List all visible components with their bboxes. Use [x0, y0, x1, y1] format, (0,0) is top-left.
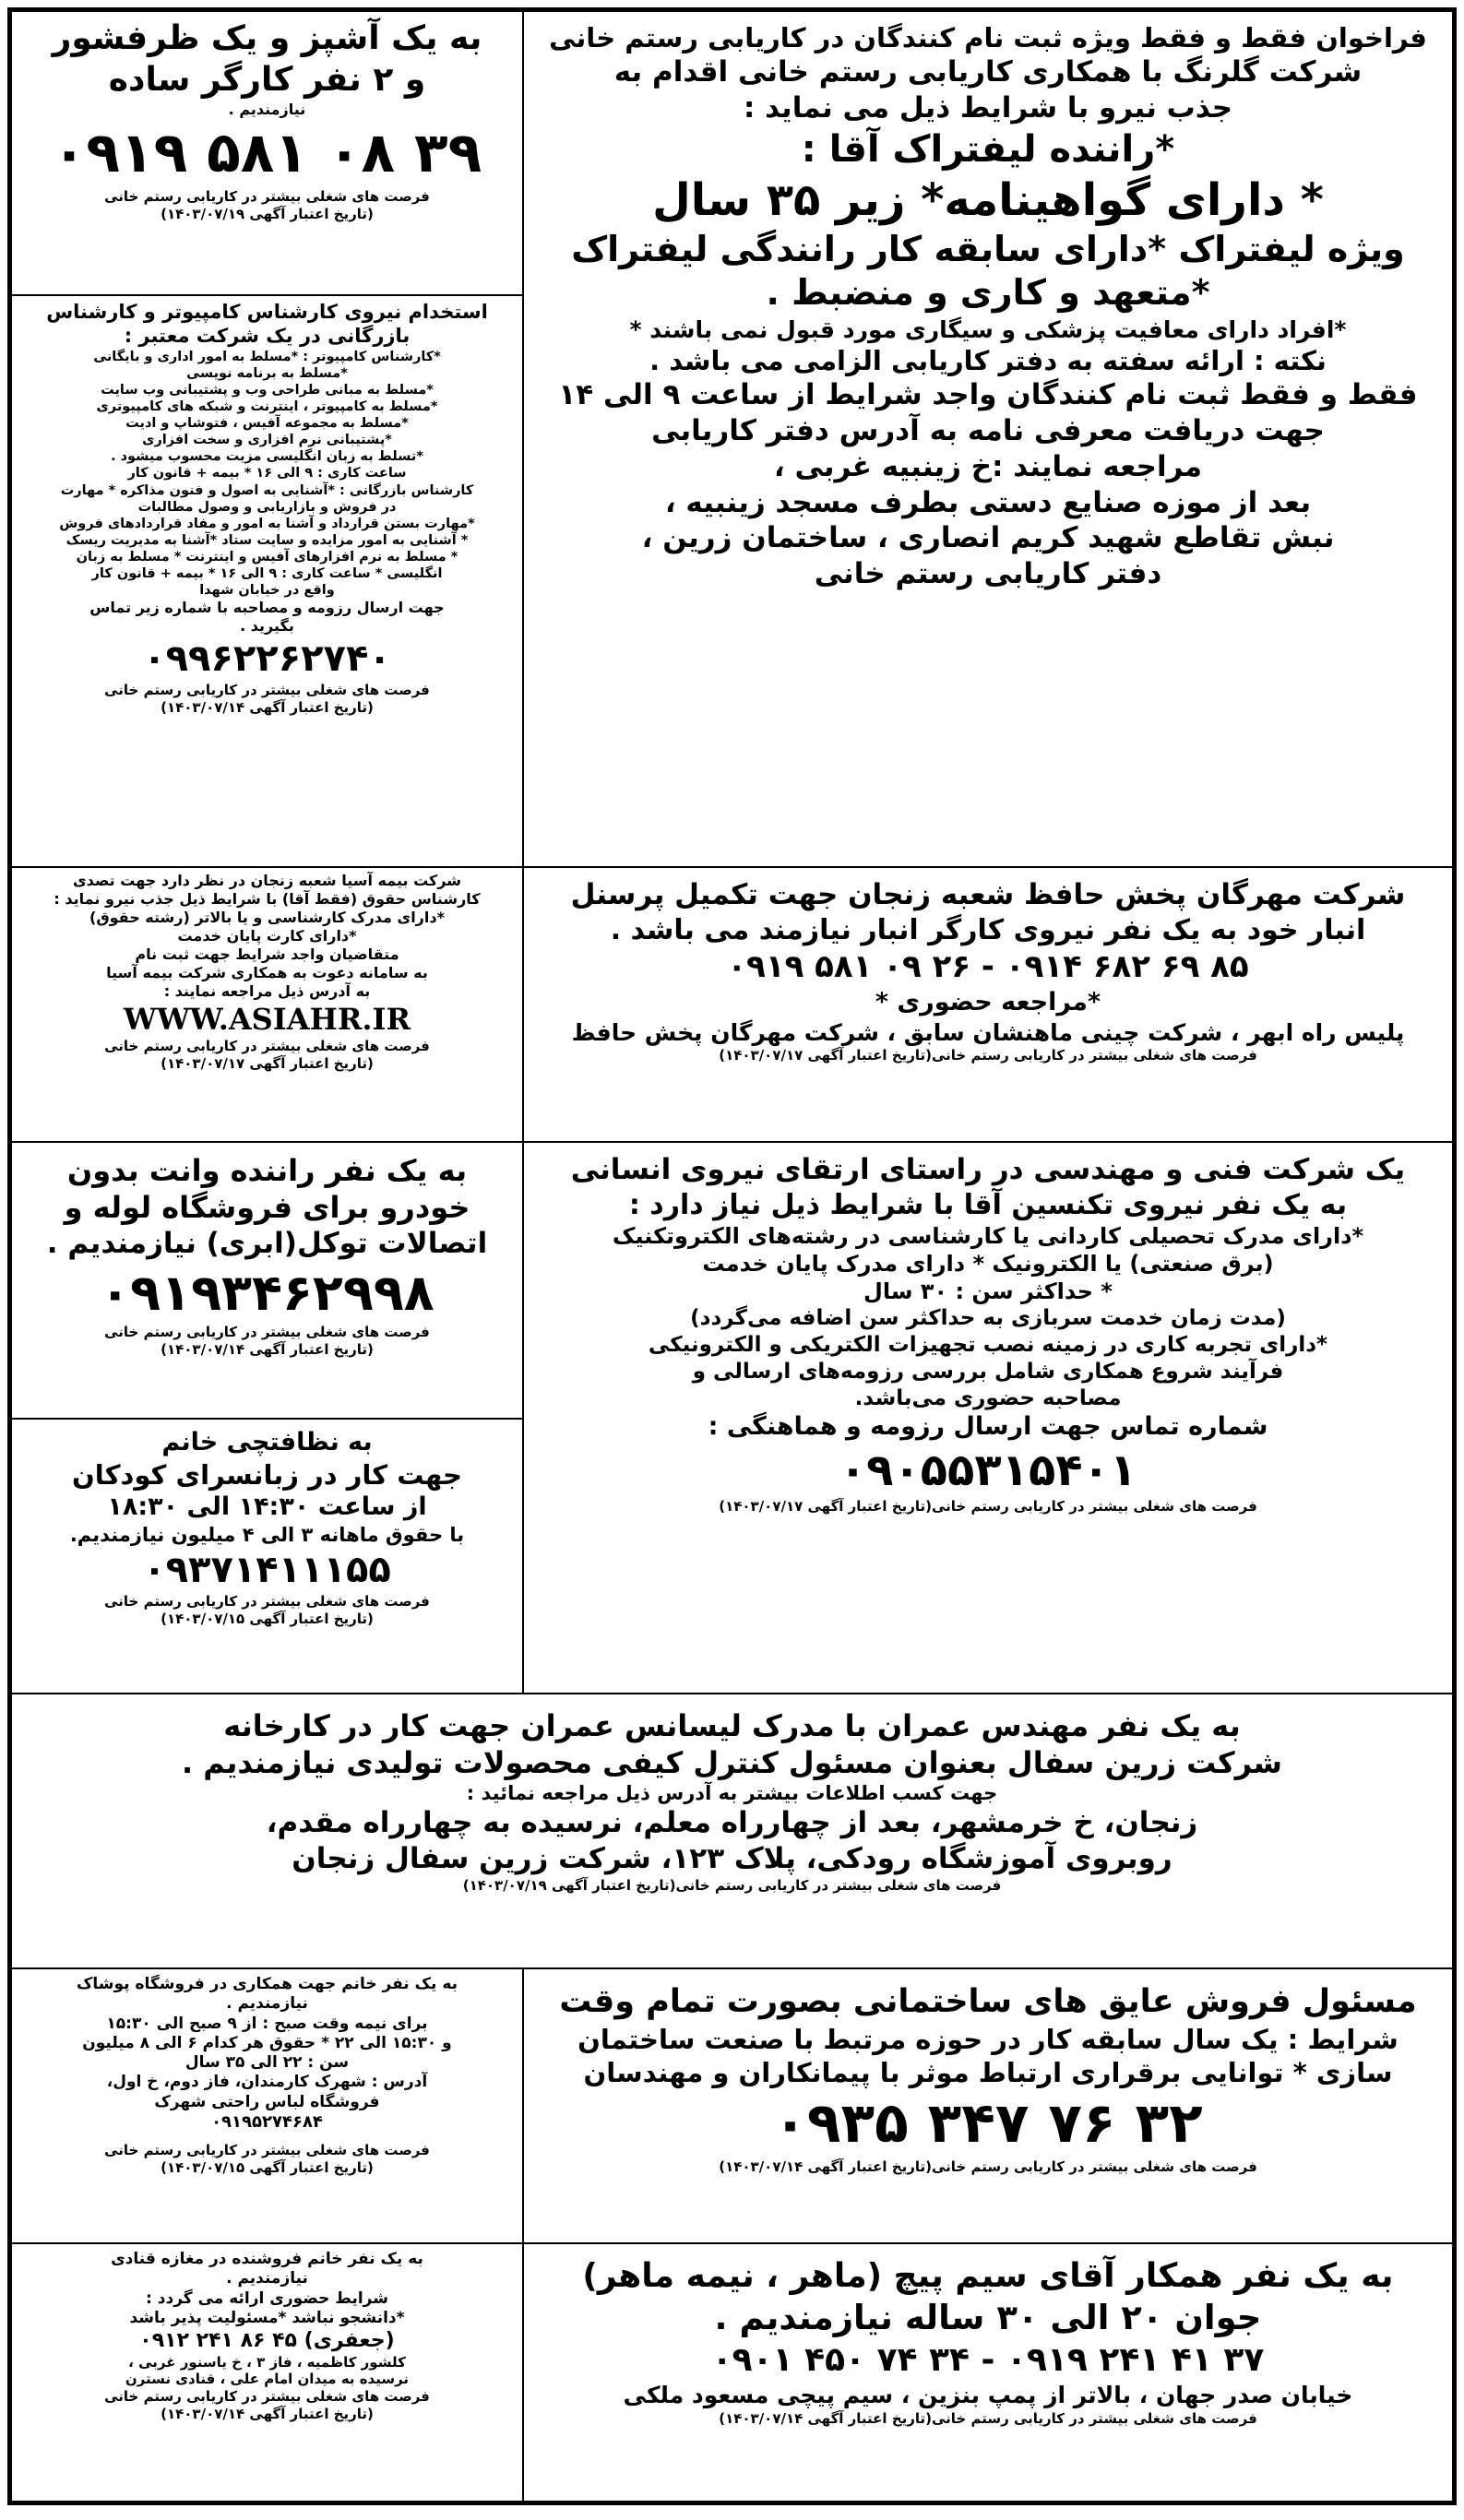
ad-footer: (تاریخ اعتبار آگهی ۱۴۰۳/۰۷/۱۴) [161, 699, 374, 717]
ad-line: اتصالات توکل(ابری) نیازمندیم . [46, 1227, 488, 1260]
ad-line: شرایط : یک سال سابقه کار در حوزه مرتبط با صنعت ساختمان [577, 2023, 1399, 2055]
ad-footer: (تاریخ اعتبار آگهی ۱۴۰۳/۰۷/۱۹) [161, 205, 374, 222]
ad-line: آدرس : شهرک کارمندان، فاز دوم، خ اول، [106, 2073, 428, 2092]
ad-pastry-shop [10, 2242, 524, 2502]
ad-line: *راننده لیفتراک آقا : [801, 127, 1175, 171]
ad-line: فراخوان فقط و فقط ویژه ثبت نام کنندگان در کاریابی رستم خانی [549, 22, 1427, 53]
ad-address: زنجان، خ خرمشهر، بعد از چهارراه معلم، نرسیده به چهارراه مقدم، [266, 1806, 1198, 1840]
phone-note: (جعفری) [304, 2329, 395, 2352]
ad-line: *پشتیبانی نرم افزاری و سخت افزاری [142, 433, 392, 448]
ad-line: سازی * توانایی برقراری ارتباط موثر با پیمانکاران و مهندسان [583, 2057, 1393, 2088]
ad-line: کارشناس حقوق (فقط آقا) با شرایط ذیل جذب نیرو نماید : [54, 890, 481, 908]
ad-cleaner [10, 1418, 524, 1694]
ad-line: استخدام نیروی کارشناس کامپیوتر و کارشناس [46, 301, 488, 323]
classified-page [7, 7, 1457, 2505]
ad-line: با حقوق ماهانه ۳ الی ۴ میلیون نیازمندیم. [69, 1523, 465, 1546]
ad-footer: فرصت های شغلی بیشتر در کاریابی رستم خانی [104, 2388, 430, 2405]
ad-line: شماره تماس جهت ارسال رزومه و هماهنگی : [708, 1412, 1268, 1442]
ad-line: بازرگانی در یک شرکت معتبر : [124, 325, 411, 348]
ad-line: به یک نفر خانم جهت همکاری در فروشگاه پوشاک [76, 1975, 458, 1993]
ad-line: (برق صنعتی) یا الکترونیک * دارای مدرک پایان خدمت [702, 1251, 1274, 1278]
ad-line: به سامانه دعوت به همکاری شرکت بیمه آسیا [106, 964, 428, 981]
ad-line: * حداکثر سن : ۳۰ سال [863, 1278, 1113, 1305]
ad-line: شرایط حضوری ارائه می گردد : [146, 2288, 388, 2308]
ad-civil-engineer [10, 1693, 1454, 1969]
ad-line: متقاضیان واجد شرایط جهت ثبت نام [135, 945, 399, 963]
ad-address: روبروی آموزشگاه رودکی، پلاک ۱۲۳، شرکت زرین سفال زنجان [292, 1842, 1172, 1875]
ad-footer: (تاریخ اعتبار آگهی ۱۴۰۳/۰۷/۱۵) [161, 2159, 374, 2176]
ad-footer: (تاریخ اعتبار آگهی ۱۴۰۳/۰۷/۱۴) [161, 2405, 374, 2422]
ad-line: شرکت گلرنگ با همکاری کاریابی رستم خانی اقدام به [613, 55, 1363, 89]
phone-number: ۰۹۰۱ ۴۵۰ ۷۴ ۳۴ - ۰۹۱۹ ۲۴۱ ۴۱ ۳۷ [711, 2341, 1265, 2380]
ad-line: *دارای کارت پایان خدمت [177, 927, 357, 945]
ad-line: جوان ۲۰ الی ۳۰ ساله نیازمندیم . [714, 2298, 1262, 2337]
ad-line: *دارای مدرک تحصیلی کاردانی یا کارشناسی در رشته‌های الکتروتکنیک [612, 1223, 1364, 1250]
ad-clothing-store [10, 1967, 524, 2244]
ad-line: مسئول فروش عایق های ساختمانی بصورت تمام وقت [559, 1983, 1417, 2020]
phone-number: ۰۹۳۷۱۴۱۱۱۵۵ [143, 1549, 391, 1591]
ad-line: جهت ارسال رزومه و مصاحبه با شماره زیر تماس [89, 599, 445, 617]
ad-line: نبش تقاطع شهید کریم انصاری ، ساختمان زرین ، [641, 521, 1335, 555]
ad-line: * دارای گواهینامه* زیر ۳۵ سال [652, 173, 1324, 226]
phone-number: ۰۹۱۹۵۲۷۴۶۸۴ [211, 2111, 323, 2132]
ad-line: جهت کار در زبانسرای کودکان [71, 1458, 463, 1491]
ad-line: *دارای تجربه کاری در زمینه نصب تجهیزات الکتریکی و الکترونیکی [648, 1333, 1328, 1357]
ad-line: *مسلط به مبانی طراحی وب و پشتیبانی وب سایت [101, 382, 434, 398]
ad-footer: فرصت های شغلی بیشتر در کاریابی رستم خانی(تاریخ اعتبار آگهی ۱۴۰۳/۰۷/۱۹) [462, 1876, 1002, 1894]
ad-line: به آدرس ذیل مراجعه نمایند : [163, 982, 371, 1000]
ad-line: انگلیسی * ساعت کاری : ۹ الی ۱۶ * بیمه + قانون کار [91, 566, 443, 582]
ad-line: نیازمندیم . [228, 101, 306, 118]
ad-line: و ۲ نفر کارگر ساده [108, 61, 426, 99]
ad-address: کلشور کاظمیه ، فاز ۳ ، خ یاسنور غربی ، [128, 2353, 406, 2371]
ad-line: خودرو برای فروشگاه لوله و [64, 1190, 470, 1225]
ad-line: فروشگاه لباس راحتی شهرک [154, 2092, 380, 2111]
ad-line: به یک آشپز و یک ظرفشور [52, 19, 482, 57]
phone-number: ۰۹۹۶۲۲۶۲۷۴۰ [143, 637, 391, 681]
ad-line: *مسلط به کامپیوتر ، اینترنت و شبکه های کامپیوتری [96, 398, 438, 414]
phone-number: ۰۹۱۹ ۵۸۱ ۰۹ ۲۶ - ۰۹۱۴ ۶۸۲ ۶۹ ۸۵ [727, 948, 1249, 986]
ad-line: به یک نفر خانم فروشنده در مغازه قنادی [111, 2250, 423, 2268]
ad-line: دفتر کاریابی رستم خانی [814, 557, 1162, 590]
ad-golrang-forklift [522, 10, 1454, 868]
ad-footer: فرصت های شغلی بیشتر در کاریابی رستم خانی [104, 682, 430, 699]
ad-cook-dishwasher [10, 10, 524, 296]
ad-line: نیازمندیم . [226, 1994, 308, 2014]
ad-coil-winder [522, 2242, 1454, 2502]
ad-line: * آشنایی به امور مزایده و سایت ستاد *آشنا به مدیریت ریسک [65, 532, 469, 548]
ad-footer: فرصت های شغلی بیشتر در کاریابی رستم خانی(تاریخ اعتبار آگهی ۱۴۰۳/۰۷/۱۷) [719, 1498, 1257, 1515]
ad-footer: فرصت های شغلی بیشتر در کاریابی رستم خانی [104, 1038, 430, 1054]
ad-line: شرکت زرین سفال بعنوان مسئول کنترل کیفی محصولات تولیدی نیازمندیم . [182, 1745, 1282, 1780]
phone-number: ۰۹۰۵۵۳۱۵۴۰۱ [839, 1444, 1137, 1496]
ad-footer: فرصت های شغلی بیشتر در کاریابی رستم خانی(تاریخ اعتبار آگهی ۱۴۰۳/۰۷/۱۴) [719, 2409, 1257, 2427]
ad-line: بعد از موزه صنایع دستی بطرف مسجد زینبیه ، [664, 485, 1312, 519]
ad-line: شرکت بیمه آسیا شعبه زنجان در نظر دارد جهت تصدی [73, 872, 461, 889]
ad-line: ساعت کاری : ۹ الی ۱۶ * بیمه + قانون کار [127, 466, 407, 481]
ad-line: برای نیمه وقت صبح : از ۹ صبح الی ۱۵:۳۰ [106, 2014, 428, 2033]
ad-line: *مسلط به مجموعه آفیس ، فتوشاپ و ادیت [125, 416, 409, 431]
ad-insulation-sales [522, 1967, 1454, 2244]
ad-line: *مراجعه حضوری * [875, 987, 1101, 1016]
ad-line: مصاحبه حضوری می‌باشد. [854, 1385, 1122, 1410]
ad-line: به یک نفر مهندس عمران با مدرک لیسانس عمران جهت کار در کارخانه [223, 1708, 1241, 1743]
ad-line: فقط و فقط ثبت نام کنندگان واجد شرایط از ساعت ۹ الی ۱۴ [558, 378, 1418, 412]
ad-line: * مسلط به نرم افزارهای آفیس و اینترنت * مسلط به زبان [76, 550, 458, 565]
ad-line: جهت کسب اطلاعات بیشتر به آدرس ذیل مراجعه نمائید : [466, 1782, 998, 1804]
ad-pickup-driver [10, 1141, 524, 1420]
ad-line: نیازمندیم . [226, 2269, 308, 2288]
ad-line: فرآیند شروع همکاری شامل بررسی رزومه‌های ارسالی و [692, 1359, 1284, 1384]
ad-line: *دارای مدرک کارشناسی و یا بالاتر (رشته حقوق) [89, 909, 445, 926]
ad-footer: فرصت های شغلی بیشتر در کاریابی رستم خانی(تاریخ اعتبار آگهی ۱۴۰۳/۰۷/۱۷) [719, 1046, 1257, 1064]
ad-asia-insurance [10, 866, 524, 1143]
ad-mehregan-warehouse [522, 866, 1454, 1143]
ad-technician [522, 1141, 1454, 1694]
ad-line: در فروش و بازاریابی و وصول مطالبات [137, 499, 397, 515]
ad-address: خیابان صدر جهان ، بالاتر از پمپ بنزین ، سیم پیچی مسعود ملکی [623, 2382, 1353, 2409]
ad-line: *افراد دارای معافیت پزشکی و سیگاری مورد قبول نمی باشند * [629, 315, 1347, 343]
ad-line: *مهارت بستن قرارداد و آشنا به امور و مفاد قراردادهای فروش [59, 516, 475, 531]
ad-line: *دانشجو نباشد *مسئولیت پذیر باشد [129, 2308, 405, 2327]
ad-line: جهت دریافت معرفی نامه به آدرس دفتر کاریابی [651, 414, 1325, 447]
ad-footer: فرصت های شغلی بیشتر در کاریابی رستم خانی [104, 188, 430, 205]
ad-line: *کارشناس کامپیوتر : *مسلط به امور اداری و بایگانی [93, 349, 441, 364]
ad-line: به یک نفر همکار آقای سیم پیچ (ماهر ، نیمه ماهر) [582, 2257, 1394, 2295]
ad-line: به نظافتچی خانم [161, 1428, 373, 1456]
phone-number: ۰۹۱۹ ۵۸۱ ۰۸ ۳۹ [52, 121, 482, 185]
ad-line: انبار خود به یک نفر نیروی کارگر انبار نیازمند می باشد . [610, 913, 1366, 946]
ad-line: نکته : ارائه سفته به دفتر کاریابی الزامی می باشد . [649, 345, 1327, 376]
ad-footer: (تاریخ اعتبار آگهی ۱۴۰۳/۰۷/۱۵) [161, 1610, 374, 1627]
ad-line: *تسلط به زبان انگلیسی مزیت محسوب میشود . [111, 449, 423, 465]
ad-footer: فرصت های شغلی بیشتر در کاریابی رستم خانی [104, 1593, 430, 1610]
ad-footer: (تاریخ اعتبار آگهی ۱۴۰۳/۰۷/۱۷) [161, 1054, 374, 1072]
ad-line: به یک نفر نیروی تکنسین آقا با شرایط ذیل نیاز دارد : [628, 1188, 1348, 1221]
ad-line: *متعهد و کاری و منضبط . [766, 272, 1210, 314]
website-url[interactable]: WWW.ASIAHR.IR [123, 1002, 411, 1037]
ad-line: و ۱۵:۳۰ الی ۲۲ * حقوق هر کدام ۶ الی ۸ میلیون [82, 2033, 452, 2052]
ad-line: *مسلط به برنامه نویسی [186, 365, 348, 381]
ad-address: پلیس راه ابهر ، شرکت چینی ماهنشان سابق ، شرکت مهرگان پخش حافظ [571, 1018, 1405, 1046]
phone-number: ۰۹۱۲ ۲۴۱ ۸۶ ۴۵ [139, 2329, 297, 2352]
ad-line: ویژه لیفتراک *دارای سابقه کار رانندگی لیفتراک [571, 228, 1405, 269]
ad-computer-expert [10, 294, 524, 868]
ad-footer: (تاریخ اعتبار آگهی ۱۴۰۳/۰۷/۱۴) [161, 1341, 374, 1358]
ad-address: نرسیده به میدان امام علی ، قنادی نسترن [125, 2371, 410, 2388]
phone-row [21, 2328, 513, 2354]
phone-number: ۰۹۳۵ ۳۴۷ ۷۶ ۳۲ [773, 2091, 1203, 2157]
ad-line: بگیرید . [240, 617, 294, 636]
ad-line: به یک نفر راننده وانت بدون [66, 1153, 468, 1188]
ad-line: جذب نیرو با شرایط ذیل می نماید : [743, 91, 1233, 125]
ad-line: (مدت زمان خدمت سربازی به حداکثر سن اضافه می‌گردد) [690, 1306, 1286, 1331]
ad-line: شرکت مهرگان پخش حافظ شعبه زنجان جهت تکمیل پرسنل [570, 878, 1406, 911]
ad-footer: فرصت های شغلی بیشتر در کاریابی رستم خانی(تاریخ اعتبار آگهی ۱۴۰۳/۰۷/۱۴) [719, 2158, 1257, 2176]
ad-footer: فرصت های شغلی بیشتر در کاریابی رستم خانی [104, 1324, 430, 1341]
ad-line: واقع در خیابان شهدا [199, 583, 335, 599]
ad-line: یک شرکت فنی و مهندسی در راستای ارتقای نیروی انسانی [570, 1153, 1406, 1186]
ad-footer: فرصت های شغلی بیشتر در کاریابی رستم خانی [104, 2142, 430, 2159]
ad-line: سن : ۲۲ الی ۳۵ سال [184, 2053, 350, 2072]
ad-line: کارشناس بازرگانی : *آشنایی به اصول و فنون مذاکره * مهارت [60, 482, 474, 498]
ad-line: از ساعت ۱۴:۳۰ الی ۱۸:۳۰ [107, 1492, 427, 1521]
ad-line: مراجعه نمایند :خ زینبیه غربی ، [773, 449, 1203, 483]
phone-number: ۰۹۱۹۳۴۶۲۹۹۸ [100, 1263, 434, 1322]
